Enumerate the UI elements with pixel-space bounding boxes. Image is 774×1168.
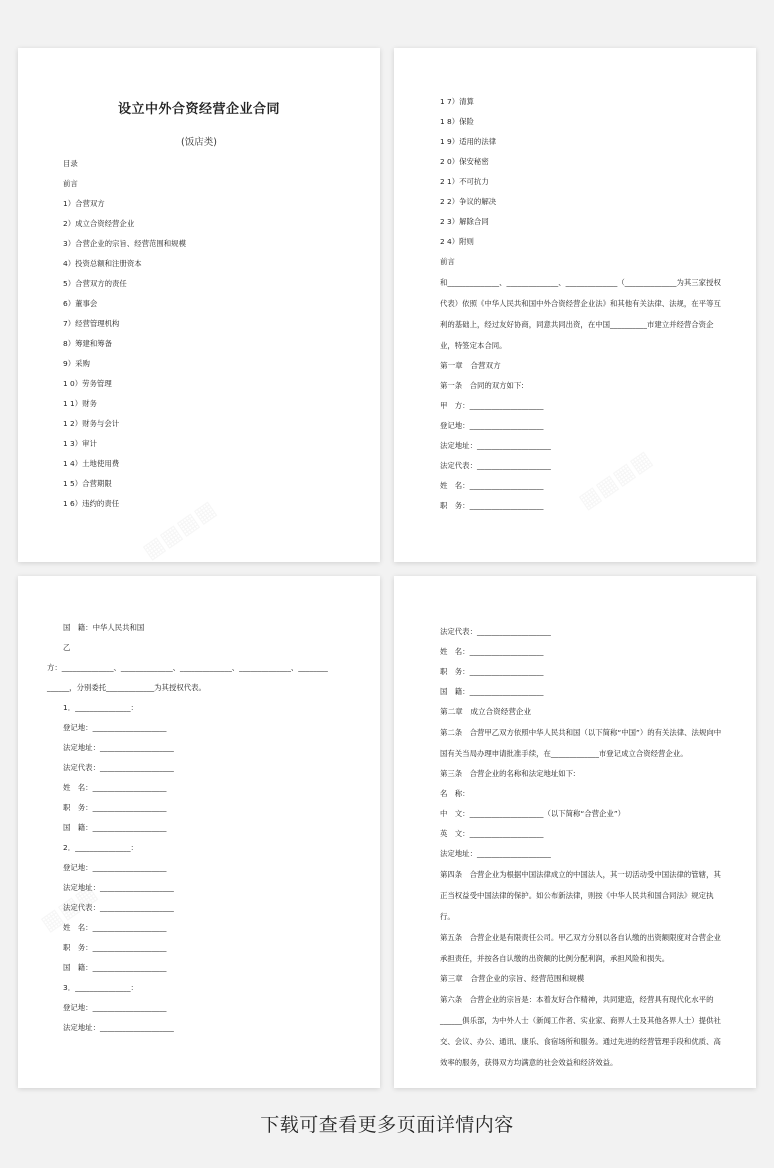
preamble-paragraph: 和______________、______________、______________（______________为其三家授权代表）依照《中华人民共和国中外合资经营企业法》和其他有关法律、法规，在平等互利的基础上，经过友好协商，同意共同出资，在中国__________市建立并经营合资企业，特签定本合同。 <box>440 278 721 350</box>
toc-item: 8）筹建和筹备 <box>63 339 113 348</box>
party-line: ______，分别委托_____________为其授权代表。 <box>47 683 206 692</box>
toc-item: 1 2）财务与会计 <box>63 419 120 428</box>
document-page-2 <box>394 48 756 562</box>
table-of-contents <box>18 154 380 514</box>
toc-item: 前言 <box>63 179 78 188</box>
form-field-line: 登记地：____________________ <box>63 1003 167 1012</box>
party-number-line: 2．_______________： <box>63 843 138 852</box>
article-paragraph: 第五条 合营企业是有限责任公司。甲乙双方分别以各自认缴的出资额限度对合营企业承担责任，并按各自认缴的出资额的比例分配利润，承担风险和损失。 <box>440 933 721 963</box>
document-page-1 <box>18 48 380 562</box>
toc-item: 2 3）解除合同 <box>440 217 489 226</box>
form-field-line: 国 籍：____________________ <box>63 963 167 972</box>
toc-item: 2 0）保安秘密 <box>440 157 489 166</box>
toc-item: 2）成立合资经营企业 <box>63 219 135 228</box>
toc-item: 1 4）土地使用费 <box>63 459 120 468</box>
toc-item: 1）合营双方 <box>63 199 105 208</box>
document-page-4 <box>394 576 756 1088</box>
form-field-line: 国 籍：____________________ <box>440 687 544 696</box>
form-field-line: 法定地址：____________________ <box>63 743 174 752</box>
form-field-line: 登记地：____________________ <box>440 421 544 430</box>
form-field-line: 法定代表：____________________ <box>440 627 551 636</box>
page-2-content <box>394 92 756 516</box>
toc-item: 9）采购 <box>63 359 90 368</box>
chapter-heading: 第三章 合营企业的宗旨、经营范围和规模 <box>440 974 585 983</box>
form-field-line: 英 文：____________________ <box>440 829 544 838</box>
toc-item: 2 2）争议的解决 <box>440 197 497 206</box>
page-4-content <box>394 622 756 1073</box>
form-field-line: 法定地址：____________________ <box>440 849 551 858</box>
form-field-line: 中 文：____________________（以下简称“合营企业”） <box>440 809 626 818</box>
toc-item: 5）合营双方的责任 <box>63 279 127 288</box>
form-field-line: 职 务：____________________ <box>63 943 167 952</box>
toc-item: 1 5）合营期限 <box>63 479 112 488</box>
chapter-heading: 第一章 合营双方 <box>440 361 501 370</box>
toc-item: 6）董事会 <box>63 299 98 308</box>
form-field-line: 法定代表：____________________ <box>440 461 551 470</box>
toc-item: 1 1）财务 <box>63 399 97 408</box>
form-field-line: 姓 名：____________________ <box>63 783 167 792</box>
article-line: 第一条 合同的双方如下: <box>440 381 524 390</box>
toc-item: 1 9）适用的法律 <box>440 137 497 146</box>
party-label: 乙 <box>63 643 71 652</box>
toc-item: 1 0）劳务管理 <box>63 379 112 388</box>
party-number-line: 1．_______________： <box>63 703 138 712</box>
form-field-line: 姓 名：____________________ <box>440 647 544 656</box>
toc-item: 1 3）审计 <box>63 439 97 448</box>
form-field-line: 职 务：____________________ <box>440 501 544 510</box>
form-field-line: 职 务：____________________ <box>440 667 544 676</box>
form-field-line: 登记地：____________________ <box>63 723 167 732</box>
article-paragraph: 第六条 合营企业的宗旨是：本着友好合作精神，共同建造，经营具有现代化水平的______俱乐部，为中外人士（新闻工作者、实业家、商界人士及其他各界人士）提供社交、会议、办公、通讯、康乐、食宿场所和服务。通过先进的经营管理手段和优质、高效率的服务，获得双方均满意的社会效益和经济效益。 <box>440 995 721 1067</box>
form-field-line: 国 籍：中华人民共和国 <box>63 623 145 632</box>
toc-item: 1 8）保险 <box>440 117 474 126</box>
toc-heading: 目录 <box>63 159 78 168</box>
chapter-heading: 第二章 成立合资经营企业 <box>440 707 532 716</box>
toc-item: 1 7）清算 <box>440 97 474 106</box>
form-field-line: 法定地址：____________________ <box>63 1023 174 1032</box>
download-prompt-caption: 下载可查看更多页面详情内容 <box>260 1114 514 1136</box>
form-field-line: 法定代表：____________________ <box>63 763 174 772</box>
form-field-line: 名 称： <box>440 789 470 798</box>
form-field-line: 姓 名：____________________ <box>63 923 167 932</box>
form-field-line: 职 务：____________________ <box>63 803 167 812</box>
article-paragraph: 第四条 合营企业为根据中国法律成立的中国法人，其一切活动受中国法律的管辖，其正当权益受中国法律的保护。如公布新法律，则按《中华人民共和国合同法》规定执行。 <box>440 870 721 921</box>
toc-item: 2 1）不可抗力 <box>440 177 489 186</box>
toc-item: 1 6）违约的责任 <box>63 499 120 508</box>
toc-item: 2 4）附则 <box>440 237 474 246</box>
toc-item: 3）合营企业的宗旨、经营范围和规模 <box>63 239 186 248</box>
party-line: 方：______________、______________、______________、______________、________ <box>47 663 328 672</box>
form-field-line: 法定代表：____________________ <box>63 903 174 912</box>
form-field-line: 国 籍：____________________ <box>63 823 167 832</box>
section-heading-preamble: 前言 <box>440 257 455 266</box>
toc-item: 4）投资总额和注册资本 <box>63 259 142 268</box>
form-field-line: 法定地址：____________________ <box>63 883 174 892</box>
page-3-content <box>18 618 380 1038</box>
article-line: 第三条 合营企业的名称和法定地址如下: <box>440 769 576 778</box>
document-title: 设立中外合资经营企业合同 <box>117 102 280 117</box>
form-field-line: 甲 方：____________________ <box>440 401 544 410</box>
party-number-line: 3．_______________： <box>63 983 138 992</box>
form-field-line: 姓 名：____________________ <box>440 481 544 490</box>
article-paragraph: 第二条 合营甲乙双方依照中华人民共和国（以下简称“中国”）的有关法律、法规向中国有关当局办理申请批准手续，在_____________市登记成立合资经营企业。 <box>440 728 722 758</box>
form-field-line: 法定地址：____________________ <box>440 441 551 450</box>
toc-item: 7）经营管理机构 <box>63 319 120 328</box>
form-field-line: 登记地：____________________ <box>63 863 167 872</box>
document-subtitle: (饭店类) <box>181 137 217 148</box>
document-page-3 <box>18 576 380 1088</box>
